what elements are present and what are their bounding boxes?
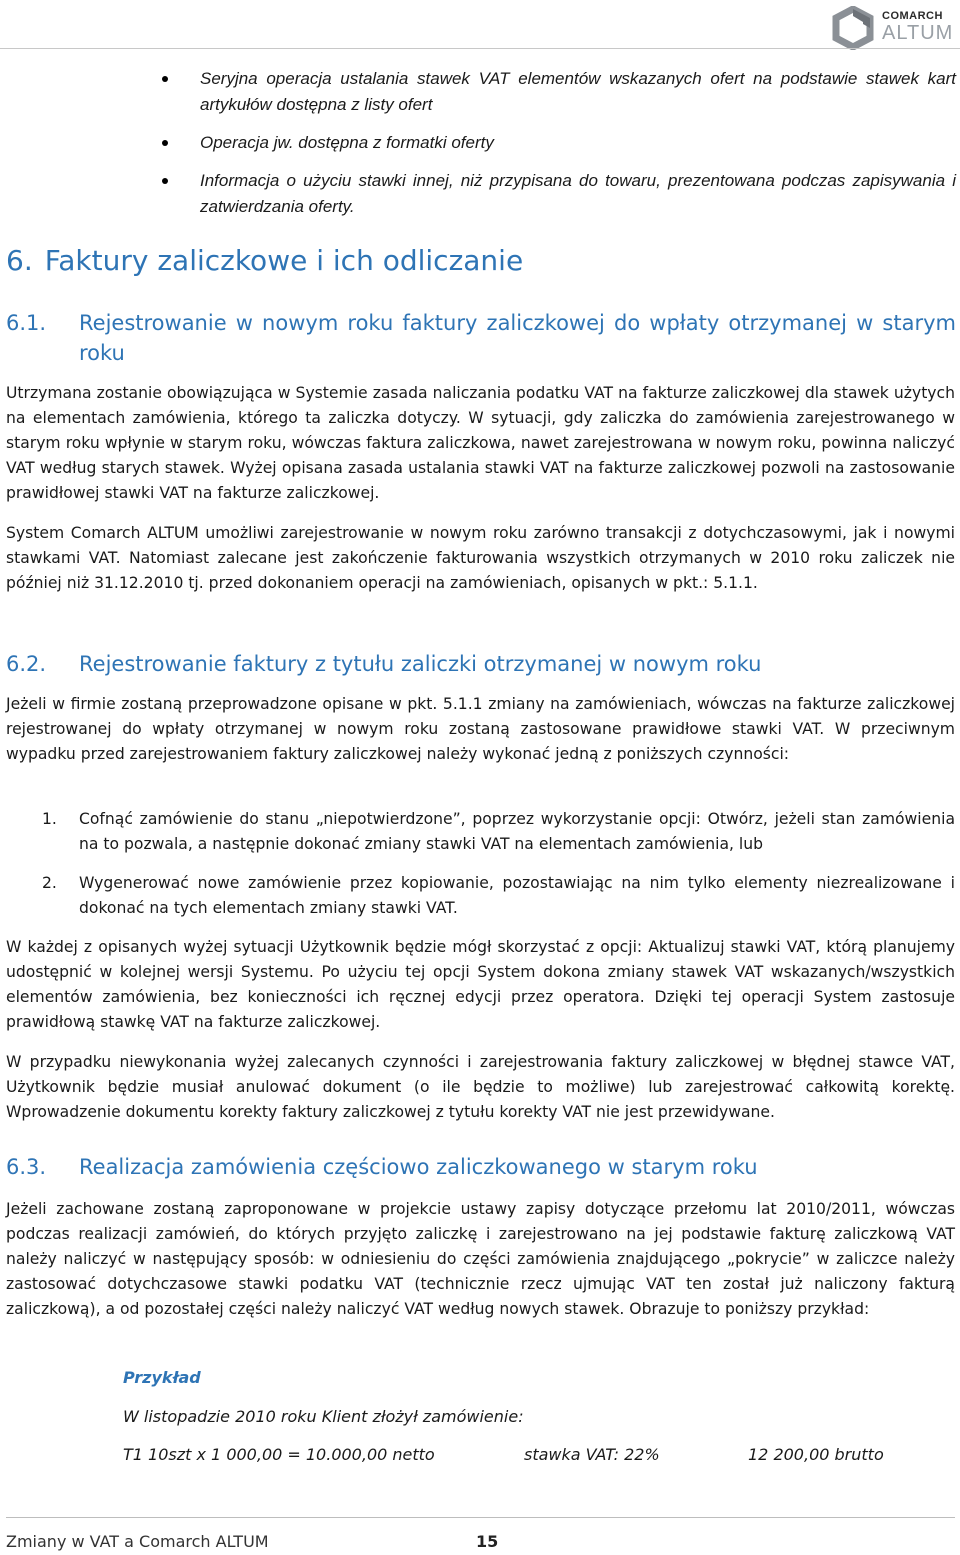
comarch-hexagon-icon [830, 6, 876, 50]
bullet-item [160, 66, 956, 118]
bullet-text: Seryjna operacja ustalania stawek VAT elementów wskazanych ofert na podstawie stawek kart artykułów dostępna z listy ofert [200, 69, 956, 114]
paragraph: Jeżeli zachowane zostaną zaproponowane w projekcie ustawy zapisy dotyczące przełomu lat 2010/2011, wówczas podczas realizacji zamówień, do których przyjęto zaliczkę i zarejestrowano na jej podstawie fakturę zaliczkową VAT należy naliczyć w następujący sposób: w odniesieniu do części zamówienia znajdującego „pokrycie” w zaliczce należy zastosować dotychczasowe stawki podatku VAT (technicznie rzecz ujmując VAT ten został już naliczony fakturą zaliczkową), a od pozostałej części należy naliczyć VAT według nowych stawek. Obrazuje to poniższy przykład: [6, 1200, 955, 1318]
item-number: 2. [42, 874, 57, 892]
example-title: Przykład [123, 1368, 201, 1387]
bullet-dot-icon [162, 76, 168, 82]
paragraph: W przypadku niewykonania wyżej zalecanych czynności i zarejestrowania faktury zaliczkowej w błędnej stawce VAT, Użytkownik będzie musiał anulować dokument (o ile będzie to możliwe) lub zarejestrować całkowitą korektę. Wprowadzenie dokumentu korekty faktury zaliczkowej z tytułu korekty VAT nie jest przewidywane. [6, 1053, 955, 1121]
example-line: W listopadzie 2010 roku Klient złożył zamówienie: [123, 1407, 524, 1426]
bullet-dot-icon [162, 178, 168, 184]
bullet-text: Informacja o użyciu stawki innej, niż przypisana do towaru, prezentowana podczas zapisywania i zatwierdzania oferty. [200, 171, 956, 216]
bullet-item [160, 168, 956, 220]
section-number: 6. [6, 244, 33, 277]
example-vat: stawka VAT: 22% [524, 1445, 660, 1464]
example-item: T1 10szt x 1 000,00 = 10.000,00 netto [123, 1445, 435, 1464]
section-number: 6.3. [6, 1155, 47, 1179]
section-6-3-heading [6, 1152, 956, 1182]
item-text: Cofnąć zamówienie do stanu „niepotwierdzone”, poprzez wykorzystanie opcji: Otwórz, jeżeli stan zamówienia na to pozwala, a następnie dokonać zmiany stawki VAT na elementach zamówienia, lub [79, 810, 955, 853]
comarch-altum-logo [830, 4, 958, 50]
section-title: Rejestrowanie faktury z tytułu zaliczki otrzymanej w nowym roku [79, 652, 762, 676]
paragraph: Utrzymana zostanie obowiązująca w Systemie zasada naliczania podatku VAT na fakturze zaliczkowej dla stawek użytych na elementach zamówienia, którego ta zaliczka dotyczy. W sytuacji, gdy zaliczka do zamówienia zarejestrowanego w starym roku wpłynie w starym roku, wówczas faktura zaliczkowa, nawet zarejestrowana w nowym roku, powinna naliczyć VAT według starych stawek. Wyżej opisana zasada ustalania stawki VAT na fakturze zaliczkowej pozwoli na zastosowanie prawidłowej stawki VAT na fakturze zaliczkowej. [6, 384, 955, 502]
footer-title: Zmiany w VAT a Comarch ALTUM [6, 1532, 269, 1551]
section-6-heading [6, 244, 523, 277]
item-number: 1. [42, 810, 57, 828]
logo-brand-bottom: ALTUM [882, 22, 954, 44]
section-number: 6.2. [6, 652, 47, 676]
bullet-dot-icon [162, 140, 168, 146]
bullet-list [160, 66, 956, 220]
section-6-2-heading [6, 649, 956, 679]
section-6-1-heading [6, 308, 956, 368]
section-number: 6.1. [6, 311, 47, 335]
numbered-list [42, 807, 955, 921]
bullet-text: Operacja jw. dostępna z formatki oferty [200, 133, 494, 152]
page-number: 15 [476, 1532, 499, 1551]
section-title: Rejestrowanie w nowym roku faktury zaliczkowej do wpłaty otrzymanej w starym roku [79, 311, 956, 365]
header-divider [0, 48, 960, 49]
paragraph: System Comarch ALTUM umożliwi zarejestrowanie w nowym roku zarówno transakcji z dotychczasowymi, jak i nowymi stawkami VAT. Natomiast zalecane jest zakończenie fakturowania wszystkich otrzymanych w 2010 roku zaliczek nie później niż 31.12.2010 tj. przed dokonaniem operacji na zamówieniach, opisanych w pkt.: 5.1.1. [6, 524, 955, 592]
numbered-list-item [42, 807, 955, 857]
example-gross: 12 200,00 brutto [748, 1445, 884, 1464]
logo-brand-top: COMARCH [882, 10, 943, 22]
footer-divider [6, 1517, 955, 1518]
numbered-list-item [42, 871, 955, 921]
section-title: Realizacja zamówienia częściowo zaliczkowanego w starym roku [79, 1155, 758, 1179]
bullet-item [160, 130, 956, 156]
item-text: Wygenerować nowe zamówienie przez kopiowanie, pozostawiając na nim tylko elementy niezrealizowane i dokonać na tych elementach zmiany stawki VAT. [79, 874, 955, 917]
paragraph: Jeżeli w firmie zostaną przeprowadzone opisane w pkt. 5.1.1 zmiany na zamówieniach, wówczas na fakturze zaliczkowej rejestrowanej do wpłaty otrzymanej w nowym roku zostaną zastosowane prawidłowe stawki VAT. W przeciwnym wypadku przed zarejestrowaniem faktury zaliczkowej należy wykonać jedną z poniższych czynności: [6, 695, 955, 763]
paragraph: W każdej z opisanych wyżej sytuacji Użytkownik będzie mógł skorzystać z opcji: Aktualizuj stawki VAT, którą planujemy udostępnić w kolejnej wersji Systemu. Po użyciu tej opcji System dokona zmiany stawek VAT wskazanych/wszystkich elementów zamówienia, bez konieczności ich ręcznej edycji przez operatora. Dzięki tej operacji System zastosuje prawidłową stawkę VAT na fakturze zaliczkowej. [6, 938, 955, 1031]
section-title: Faktury zaliczkowe i ich odliczanie [44, 244, 524, 277]
